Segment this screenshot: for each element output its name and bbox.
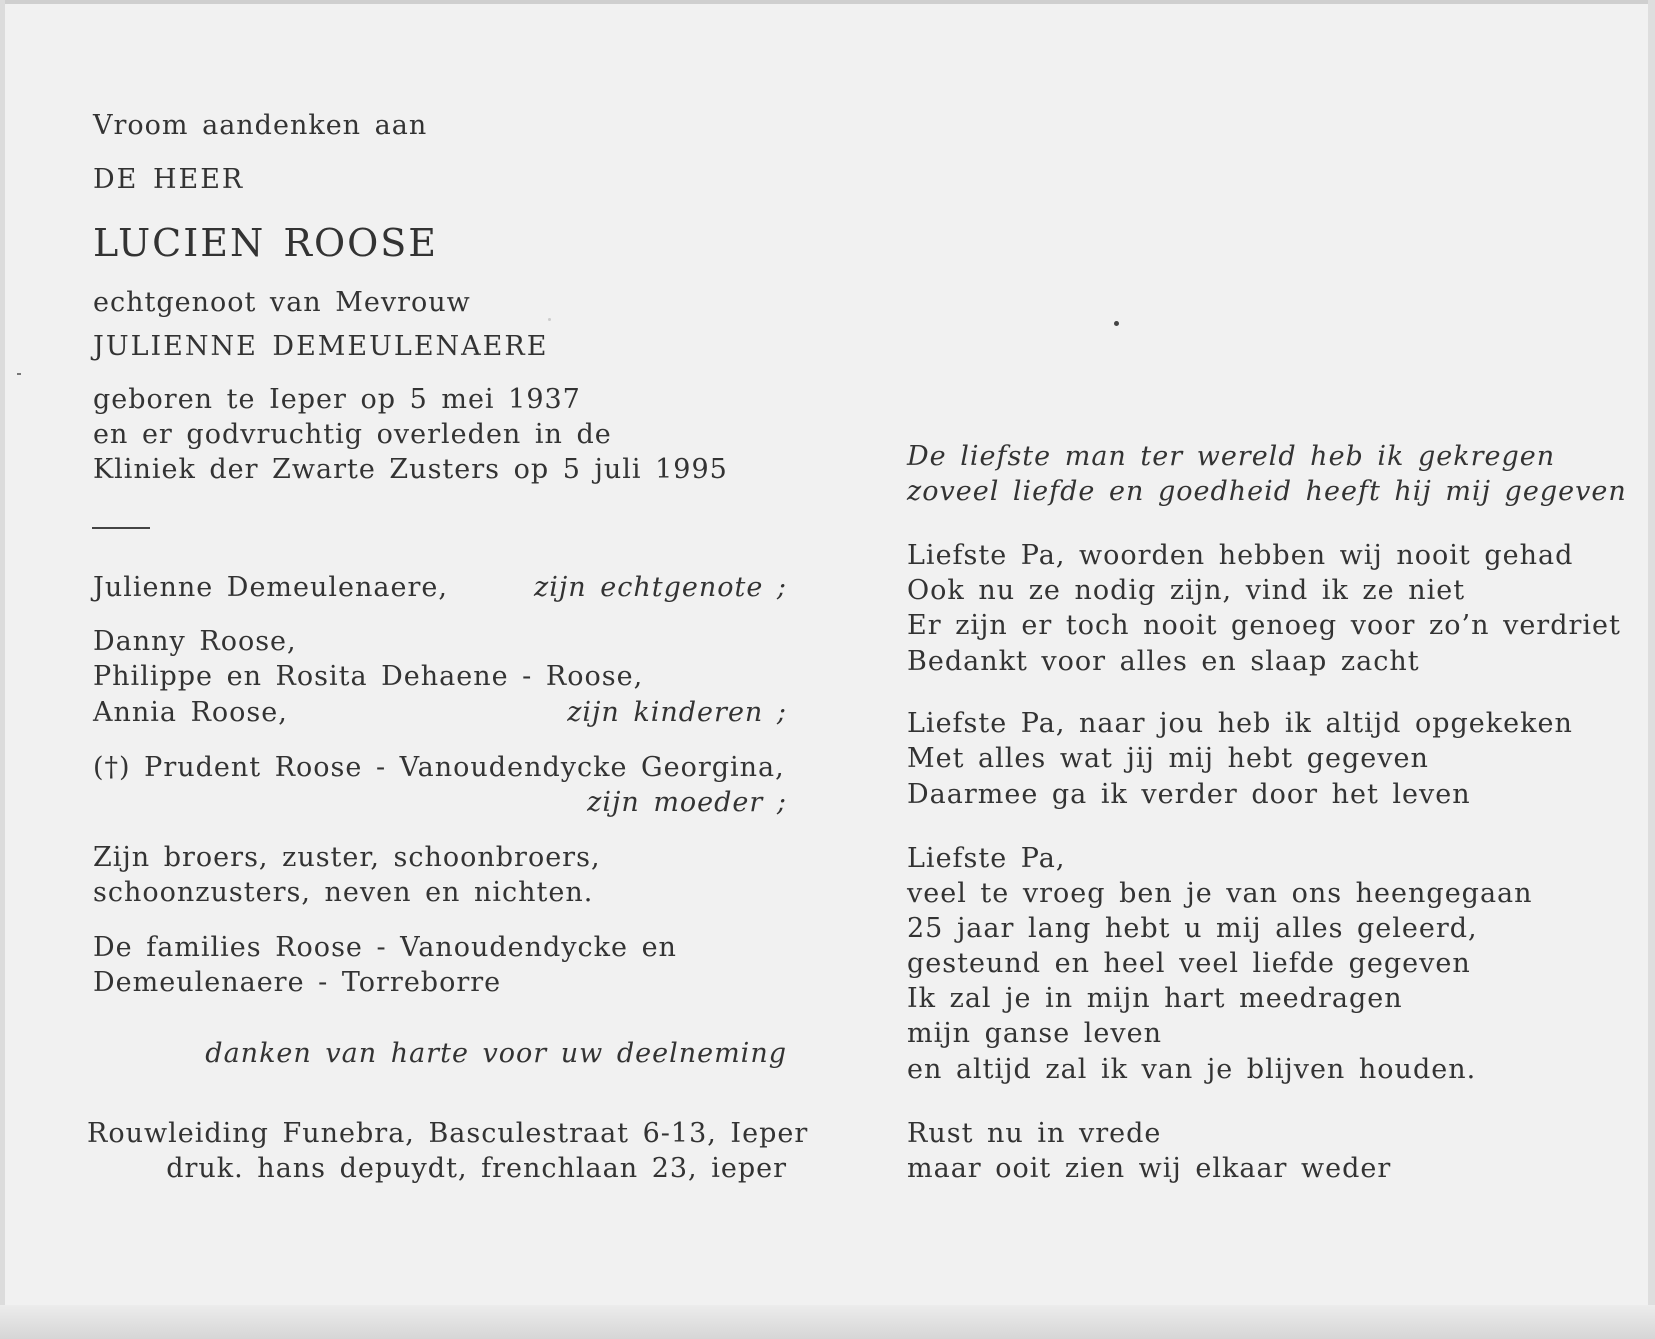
families-line-1: De families Roose - Vanoudendycke en <box>93 932 677 963</box>
poem-line: Daarmee ga ik verder door het leven <box>907 779 1471 810</box>
child-3: Annia Roose, <box>93 697 288 728</box>
poem-line: en altijd zal ik van je blijven houden. <box>907 1054 1477 1085</box>
poem-line: veel te vroeg ben je van ons heengegaan <box>907 878 1533 909</box>
family-spouse-name: Julienne Demeulenaere, <box>93 572 448 603</box>
section-divider <box>92 527 150 529</box>
children-role: zijn kinderen ; <box>567 697 787 728</box>
spouse-name: JULIENNE DEMEULENAERE <box>93 331 549 362</box>
scan-speck <box>548 318 551 321</box>
scan-edge-bottom <box>0 1305 1655 1339</box>
poem-line: Ook nu ze nodig zijn, vind ik ze niet <box>907 575 1466 606</box>
thanks-line: danken van harte voor uw deelneming <box>205 1038 787 1069</box>
poem-line: 25 jaar lang hebt u mij alles geleerd, <box>907 913 1478 944</box>
scan-speck <box>17 373 21 375</box>
siblings-line-1: Zijn broers, zuster, schoonbroers, <box>93 842 601 873</box>
siblings-line-2: schoonzusters, neven en nichten. <box>93 877 594 908</box>
scan-edge-left <box>0 0 5 1339</box>
scan-edge-right <box>1648 0 1655 1339</box>
poem-line: Met alles wat jij mij hebt gegeven <box>907 743 1429 774</box>
poem-line: maar ooit zien wij elkaar weder <box>907 1153 1392 1184</box>
mother-role: zijn moeder ; <box>587 787 787 818</box>
scan-edge-top <box>0 0 1655 4</box>
epigraph-line-2: zoveel liefde en goedheid heeft hij mij gegeven <box>907 476 1627 507</box>
printer-line: druk. hans depuydt, frenchlaan 23, ieper <box>166 1153 787 1184</box>
printed-dot <box>1114 321 1119 326</box>
poem-line: mijn ganse leven <box>907 1018 1163 1049</box>
spouse-intro: echtgenoot van Mevrouw <box>93 287 471 318</box>
title-text: DE HEER <box>93 164 245 195</box>
death-line-1: en er godvruchtig overleden in de <box>93 419 612 450</box>
epigraph-line-1: De liefste man ter wereld heb ik gekregen <box>907 441 1556 472</box>
funeral-director: Rouwleiding Funebra, Basculestraat 6-13, Ieper <box>87 1118 809 1149</box>
poem-line: gesteund en heel veel liefde gegeven <box>907 948 1471 979</box>
poem-line: Liefste Pa, naar jou heb ik altijd opgekeken <box>907 708 1573 739</box>
death-line-2: Kliniek der Zwarte Zusters op 5 juli 1995 <box>93 454 728 485</box>
poem-line: Liefste Pa, woorden hebben wij nooit gehad <box>907 540 1574 571</box>
families-line-2: Demeulenaere - Torreborre <box>93 967 502 998</box>
child-1: Danny Roose, <box>93 626 297 657</box>
intro-text: Vroom aandenken aan <box>93 110 428 141</box>
child-2: Philippe en Rosita Dehaene - Roose, <box>93 661 644 692</box>
poem-line: Liefste Pa, <box>907 843 1066 874</box>
poem-line: Bedankt voor alles en slaap zacht <box>907 646 1420 677</box>
poem-line: Ik zal je in mijn hart meedragen <box>907 983 1403 1014</box>
mother-name: (†) Prudent Roose - Vanoudendycke Georgina, <box>93 752 785 783</box>
birth-line: geboren te Ieper op 5 mei 1937 <box>93 384 581 415</box>
family-spouse-role: zijn echtgenote ; <box>534 572 787 603</box>
poem-line: Rust nu in vrede <box>907 1118 1162 1149</box>
poem-line: Er zijn er toch nooit genoeg voor zo’n verdriet <box>907 610 1621 641</box>
deceased-name: LUCIEN ROOSE <box>93 221 439 265</box>
